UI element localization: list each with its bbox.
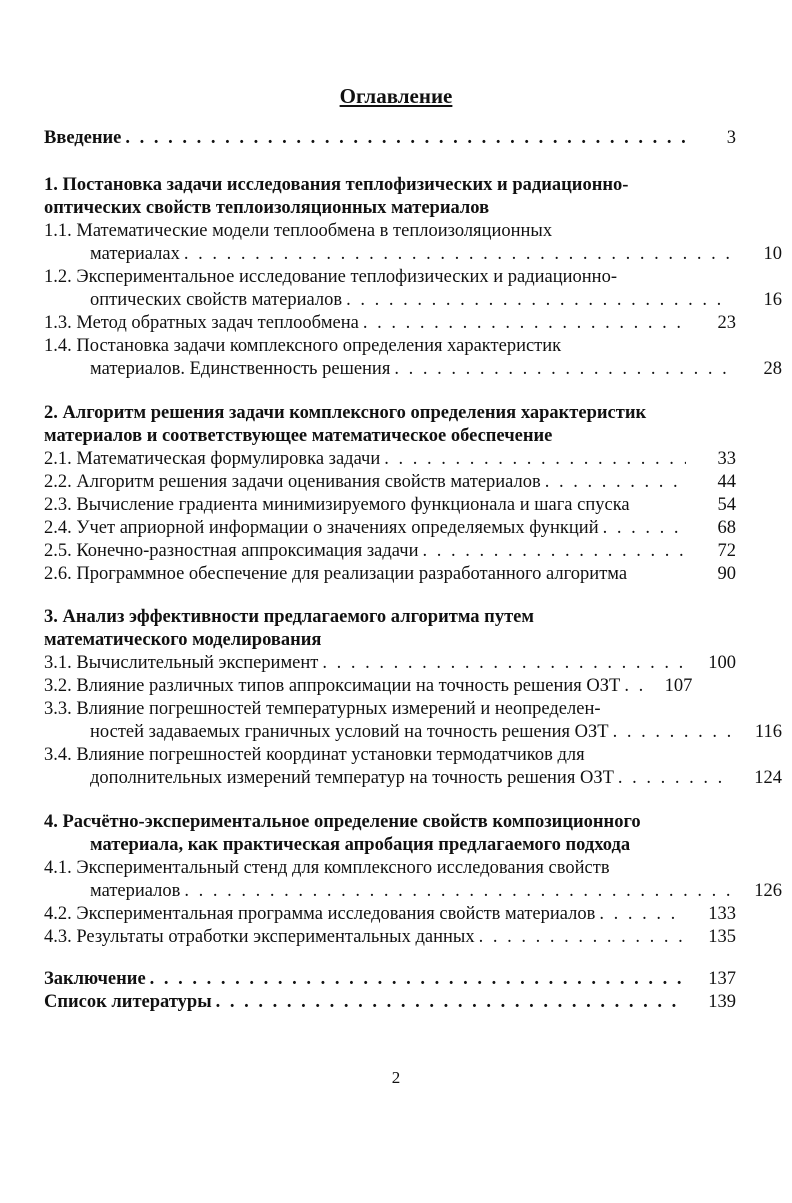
- toc-page-number: 16: [763, 290, 782, 310]
- dot-leader: [394, 359, 732, 380]
- chapter-3-heading[interactable]: 3. Анализ эффективности предлагаемого алгоритма путем: [44, 607, 534, 627]
- toc-entry-2-3[interactable]: 2.3. Вычисление градиента минимизируемого функционала и шага спуска 54: [44, 495, 736, 515]
- toc-entry-3-4[interactable]: 3.4. Влияние погрешностей координат установки термодатчиков для: [44, 745, 585, 765]
- dot-leader: [322, 653, 686, 674]
- toc-entry-1-2[interactable]: 1.2. Экспериментальное исследование теплофизических и радиационно-: [44, 267, 617, 287]
- toc-page-number: 3: [726, 128, 736, 148]
- toc-page-number: 116: [754, 722, 782, 742]
- chapter-1-heading-cont: оптических свойств теплоизоляционных материалов: [44, 198, 490, 218]
- toc-entry-3-4-cont: дополнительных измерений температур на точность решения ОЗТ . . . 124: [44, 768, 782, 792]
- dot-leader: [545, 472, 686, 493]
- toc-page-number: 23: [717, 313, 736, 333]
- toc-entry-2-4[interactable]: 2.4. Учет априорной информации о значениях определяемых функций . . . 68: [44, 518, 736, 542]
- dot-leader: [216, 992, 686, 1013]
- dot-leader: [363, 313, 686, 334]
- chapter-1-heading[interactable]: 1. Постановка задачи исследования теплофизических и радиационно-: [44, 175, 629, 195]
- toc-page-number: 54: [717, 495, 736, 515]
- toc-entry-1-4[interactable]: 1.4. Постановка задачи комплексного определения характеристик: [44, 336, 562, 356]
- toc-entry-4-1-cont: материалов . . . 126: [44, 881, 782, 905]
- toc-page-number: 28: [763, 359, 782, 379]
- toc-page-number: 133: [708, 904, 736, 924]
- dot-leader: [624, 676, 642, 697]
- dot-leader: [618, 768, 732, 789]
- toc-entry-3-3[interactable]: 3.3. Влияние погрешностей температурных измерений и неопределен-: [44, 699, 601, 719]
- dot-leader: [599, 904, 686, 925]
- page-number: 2: [391, 1068, 401, 1087]
- toc-entry-1-3[interactable]: 1.3. Метод обратных задач теплообмена . . . 23: [44, 313, 736, 337]
- toc-entry-4-3[interactable]: 4.3. Результаты отработки экспериментальных данных . . . 135: [44, 927, 736, 951]
- chapter-4-heading-cont: материала, как практическая апробация предлагаемого подхода: [90, 835, 631, 855]
- dot-leader: [125, 128, 686, 149]
- dot-leader: [479, 927, 686, 948]
- toc-page-number: 90: [717, 564, 736, 584]
- toc-entry-1-4-cont: материалов. Единственность решения . . . 28: [44, 359, 782, 383]
- chapter-3-heading-cont: математического моделирования: [44, 630, 322, 650]
- toc-page-number: 100: [708, 653, 736, 673]
- dot-leader: [422, 541, 686, 562]
- toc-page-number: 10: [763, 244, 782, 264]
- toc-entry-1-2-cont: оптических свойств материалов . . . 16: [44, 290, 782, 314]
- toc-entry-label: Введение: [44, 128, 122, 148]
- chapter-2-heading[interactable]: 2. Алгоритм решения задачи комплексного определения характеристик: [44, 403, 647, 423]
- toc-entry-conclusion[interactable]: Заключение . . . 137: [44, 969, 736, 993]
- toc-entry-3-3-cont: ностей задаваемых граничных условий на точность решения ОЗТ . . . 116: [44, 722, 782, 746]
- page-title: Оглавление: [339, 84, 453, 108]
- toc-entry-intro[interactable]: [44, 128, 736, 152]
- dot-leader: [613, 722, 732, 743]
- chapter-2-heading-cont: материалов и соответствующее математическое обеспечение: [44, 426, 553, 446]
- toc-entry-2-5[interactable]: 2.5. Конечно-разностная аппроксимация задачи . . . 72: [44, 541, 736, 565]
- dot-leader: [184, 881, 732, 902]
- toc-page-number: 139: [708, 992, 736, 1012]
- toc-entry-4-1[interactable]: 4.1. Экспериментальный стенд для комплексного исследования свойств: [44, 858, 610, 878]
- toc-entry-2-6[interactable]: 2.6. Программное обеспечение для реализации разработанного алгоритма 90: [44, 564, 736, 584]
- toc-entry-3-1[interactable]: 3.1. Вычислительный эксперимент . . . 100: [44, 653, 736, 677]
- dot-leader: [346, 290, 732, 311]
- toc-entry-2-2[interactable]: 2.2. Алгоритм решения задачи оценивания свойств материалов . . . 44: [44, 472, 736, 496]
- dot-leader: [184, 244, 732, 265]
- chapter-4-heading[interactable]: 4. Расчётно-экспериментальное определение свойств композиционного: [44, 812, 641, 832]
- toc-page-number: 68: [717, 518, 736, 538]
- toc-page-number: 33: [717, 449, 736, 469]
- toc-page-number: 124: [754, 768, 782, 788]
- toc-entry-references[interactable]: Список литературы . . . 139: [44, 992, 736, 1016]
- toc-page-number: 126: [754, 881, 782, 901]
- toc-page-number: 44: [717, 472, 736, 492]
- toc-page-number: 135: [708, 927, 736, 947]
- toc-page-number: 72: [717, 541, 736, 561]
- dot-leader: [150, 969, 686, 990]
- toc-entry-2-1[interactable]: 2.1. Математическая формулировка задачи . . . 33: [44, 449, 736, 473]
- toc-entry-1-1[interactable]: 1.1. Математические модели теплообмена в теплоизоляционных: [44, 221, 553, 241]
- dot-leader: [603, 518, 686, 539]
- toc-entry-4-2[interactable]: 4.2. Экспериментальная программа исследования свойств материалов . . . 133: [44, 904, 736, 928]
- dot-leader: [384, 449, 686, 470]
- toc-page-number: 107: [664, 676, 693, 696]
- toc-page-number: 137: [708, 969, 736, 989]
- toc-entry-3-2[interactable]: 3.2. Влияние различных типов аппроксимации на точность решения ОЗТ . . . 107: [44, 676, 736, 700]
- toc-entry-1-1-cont: материалах . . . 10: [44, 244, 782, 268]
